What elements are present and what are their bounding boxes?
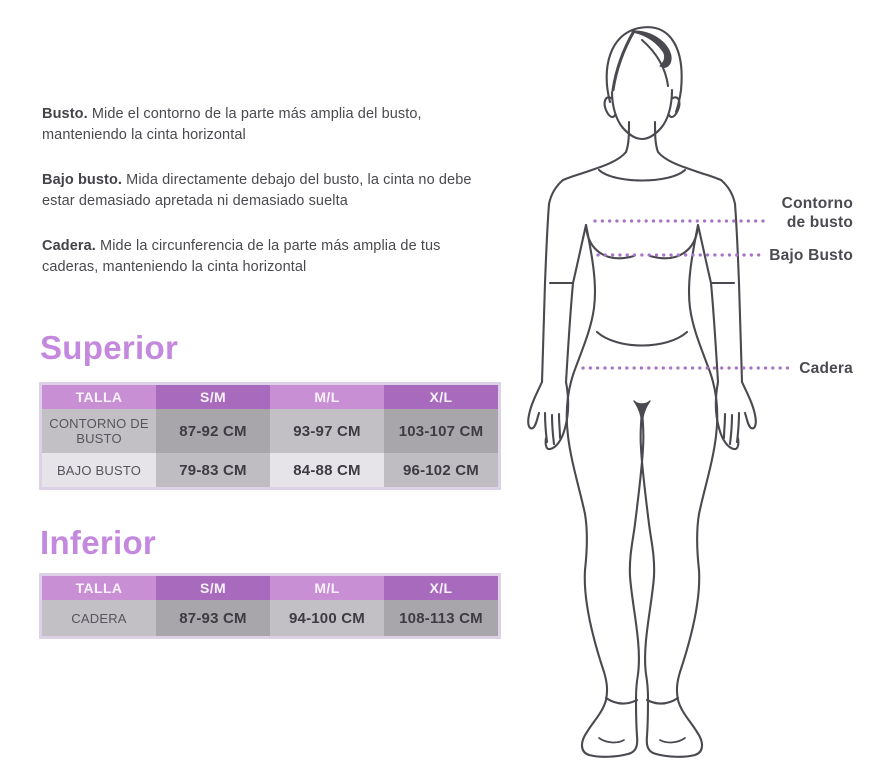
bajo-busto-xl: 96-102 CM xyxy=(384,453,498,487)
bust-measure-label-line1: Contorno xyxy=(781,195,853,212)
instruction-bajo-busto-text: Mida directamente debajo del busto, la cinta no debe estar demasiado apretada ni demasiado suelta xyxy=(42,172,472,209)
neck-right xyxy=(655,122,658,152)
left-torso-leg xyxy=(567,225,644,757)
right-bust-curve xyxy=(650,226,698,258)
cadera-sm: 87-93 CM xyxy=(156,600,270,636)
cadera-ml: 94-100 CM xyxy=(270,600,384,636)
instruction-busto-lead: Busto. xyxy=(42,106,88,122)
inferior-row-cadera xyxy=(42,600,498,636)
woman-body-outline-illustration xyxy=(520,10,820,775)
superior-header-talla: TALLA xyxy=(42,385,156,409)
right-torso-leg xyxy=(641,225,718,757)
inferior-header-xl: X/L xyxy=(384,576,498,600)
bajo-busto-sm: 79-83 CM xyxy=(156,453,270,487)
size-table-superior xyxy=(39,382,501,490)
left-bust-curve xyxy=(586,226,634,258)
instruction-busto xyxy=(42,104,484,145)
inferior-header-sm: S/M xyxy=(156,576,270,600)
instruction-cadera-text: Mide la circunferencia de la parte más amplia de tus caderas, manteniendo la cinta horizontal xyxy=(42,238,441,275)
bajo-busto-ml: 84-88 CM xyxy=(270,453,384,487)
left-arm-inner xyxy=(566,225,586,382)
bust-measure-label-line2: de busto xyxy=(786,214,853,231)
neck-left xyxy=(626,122,629,152)
right-arm-inner xyxy=(698,225,718,382)
right-arm-outer xyxy=(721,180,742,382)
belly-curve xyxy=(597,332,687,346)
left-ankle-crease xyxy=(606,698,637,704)
section-title-inferior: Inferior xyxy=(40,524,157,561)
left-arm-outer xyxy=(542,180,563,382)
instruction-cadera xyxy=(42,236,484,277)
superior-header-xl: X/L xyxy=(384,385,498,409)
left-toe-line xyxy=(599,738,624,742)
face-outline xyxy=(612,90,672,139)
instruction-bajo-busto xyxy=(42,170,484,211)
bust-measure-label xyxy=(782,194,853,232)
size-table-inferior xyxy=(39,573,501,639)
cadera-xl: 108-113 CM xyxy=(384,600,498,636)
superior-header-ml: M/L xyxy=(270,385,384,409)
underbust-measure-label: Bajo Busto xyxy=(769,247,853,264)
crotch-mark xyxy=(634,401,650,424)
superior-row-contorno-busto xyxy=(42,409,498,453)
row-label-cadera: CADERA xyxy=(42,600,156,636)
contorno-busto-sm: 87-92 CM xyxy=(156,409,270,453)
instruction-busto-text: Mide el contorno de la parte más amplia del busto, manteniendo la cinta horizontal xyxy=(42,106,422,143)
instruction-bajo-busto-lead: Bajo busto. xyxy=(42,172,123,188)
section-title-superior: Superior xyxy=(40,329,179,366)
measuring-instructions xyxy=(42,104,484,302)
right-hand xyxy=(716,382,756,449)
right-toe-line xyxy=(660,738,685,742)
left-trapezius xyxy=(563,152,626,180)
row-label-contorno-busto: CONTORNO DE BUSTO xyxy=(42,409,156,453)
superior-row-bajo-busto xyxy=(42,453,498,487)
inferior-header-row xyxy=(42,576,498,600)
superior-header-row xyxy=(42,385,498,409)
superior-header-sm: S/M xyxy=(156,385,270,409)
row-label-bajo-busto: BAJO BUSTO xyxy=(42,453,156,487)
hip-measure-label: Cadera xyxy=(799,360,853,377)
left-hand xyxy=(528,382,568,449)
right-ankle-crease xyxy=(647,698,678,704)
contorno-busto-ml: 93-97 CM xyxy=(270,409,384,453)
inferior-header-talla: TALLA xyxy=(42,576,156,600)
collar-curve xyxy=(599,170,685,181)
hair-left-sweep xyxy=(613,31,634,90)
right-trapezius xyxy=(658,152,721,180)
inferior-header-ml: M/L xyxy=(270,576,384,600)
instruction-cadera-lead: Cadera. xyxy=(42,238,96,254)
contorno-busto-xl: 103-107 CM xyxy=(384,409,498,453)
